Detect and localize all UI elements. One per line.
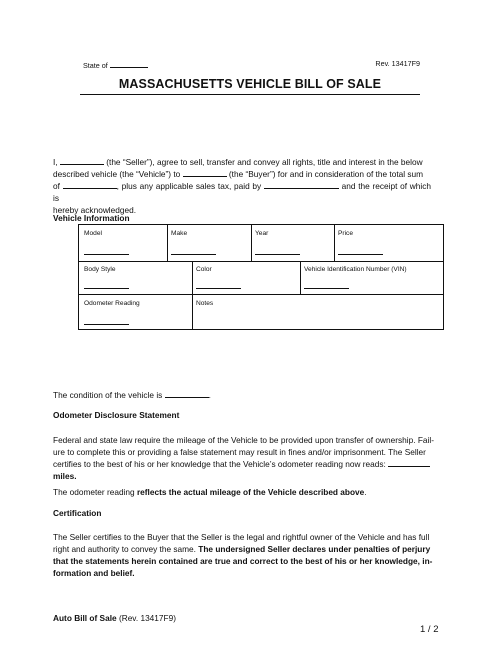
disclosure-line: Federal and state law require the mileage of the Vehicle to be provided upon transfer of ownership. Fail- (53, 435, 434, 445)
buyer-blank[interactable] (183, 168, 227, 177)
vin-label: Vehicle Identification Number (VIN) (304, 266, 407, 273)
col-divider (167, 225, 168, 261)
odometer-disclosure-heading: Odometer Disclosure Statement (53, 410, 180, 420)
intro-line-2 (53, 168, 431, 180)
statement-period: . (364, 487, 367, 497)
certification-heading: Certification (53, 508, 102, 518)
disclosure-line (53, 458, 445, 470)
miles-label: miles (53, 471, 75, 481)
condition-line (53, 389, 211, 401)
disclosure-line (53, 470, 445, 482)
intro-paragraph (53, 156, 431, 216)
intro-text: , plus any applicable sales tax, paid by (116, 181, 262, 191)
body-style-label: Body Style (84, 266, 116, 273)
row-divider (79, 261, 443, 262)
page-number: 1 / 2 (420, 624, 439, 635)
intro-text: (the “Seller”), agree to sell, transfer and convey all rights, title and interest in the below (106, 157, 423, 167)
color-field[interactable] (196, 288, 241, 289)
statement-text: The odometer reading (53, 487, 135, 497)
footer-title: Auto Bill of Sale (53, 613, 117, 623)
intro-line-3 (53, 180, 431, 204)
certification-line: The Seller certifies to the Buyer that the Seller is the legal and rightful owner of the Vehicle and has full (53, 532, 430, 542)
page-title: MASSACHUSETTS VEHICLE BILL OF SALE (118, 77, 382, 91)
vin-field[interactable] (304, 288, 349, 289)
intro-text: (the “Buyer”) for and in consideration of the total sum (228, 169, 424, 179)
intro-line-4: hereby acknowledged. (53, 205, 137, 215)
condition-text: The condition of the vehicle is (53, 390, 163, 400)
vehicle-info-heading: Vehicle Information (53, 213, 130, 223)
paid-by-blank[interactable] (264, 180, 339, 189)
certification-bold: The undersigned Seller declares under penalties of perjury (198, 544, 431, 554)
odometer-statement (53, 486, 367, 498)
disclosure-line: ure to complete this or providing a false statement may result in fines and/or imprisonment. The Seller (53, 447, 426, 457)
sum-blank[interactable] (63, 180, 117, 189)
model-field[interactable] (84, 254, 129, 255)
make-field[interactable] (171, 254, 216, 255)
state-label: State of (83, 61, 108, 70)
form-code: Rev. 13417F9 (375, 59, 420, 68)
state-of-field (83, 59, 148, 70)
footer-doc-name (53, 612, 176, 624)
intro-text: and the receipt of which is (53, 181, 431, 203)
price-label: Price (338, 230, 354, 237)
odometer-disclosure-paragraph (53, 434, 445, 482)
seller-blank[interactable] (60, 156, 104, 165)
color-label: Color (196, 266, 212, 273)
certification-text: right and authority to convey the same. (53, 544, 196, 554)
notes-label: Notes (196, 300, 214, 307)
certification-line (53, 543, 445, 555)
certification-line: that the statements herein contained are true and correct to the best of his or her knowledge, in- (53, 556, 433, 566)
model-label: Model (84, 230, 102, 237)
intro-text: described vehicle (the “Vehicle”) to (53, 169, 181, 179)
certification-paragraph (53, 531, 445, 579)
odometer-label: Odometer Reading (84, 300, 140, 307)
footer-rev: (Rev. 13417F9) (118, 613, 176, 623)
statement-bold: reflects the actual mileage of the Vehicle described above (136, 487, 365, 497)
body-style-field[interactable] (84, 288, 129, 289)
col-divider (251, 225, 252, 261)
state-blank[interactable] (110, 59, 148, 68)
miles-period: . (74, 471, 77, 481)
col-divider (192, 261, 193, 294)
intro-text: I, (53, 157, 58, 167)
condition-blank[interactable] (165, 389, 209, 398)
intro-text: of (53, 181, 60, 191)
vehicle-info-table (78, 224, 444, 330)
odometer-miles-blank[interactable] (388, 458, 430, 467)
condition-period: . (208, 390, 211, 400)
intro-line-1 (53, 156, 431, 168)
year-label: Year (255, 230, 269, 237)
make-label: Make (171, 230, 188, 237)
col-divider (192, 294, 193, 329)
price-field[interactable] (338, 254, 383, 255)
disclosure-text: certifies to the best of his or her knowledge that the Vehicle’s odometer reading now reads: (53, 459, 386, 469)
title-rule (80, 94, 420, 95)
col-divider (300, 261, 301, 294)
row-divider (79, 294, 443, 295)
col-divider (334, 225, 335, 261)
year-field[interactable] (255, 254, 300, 255)
certification-line: formation and belief. (53, 568, 135, 578)
odometer-field[interactable] (84, 324, 129, 325)
